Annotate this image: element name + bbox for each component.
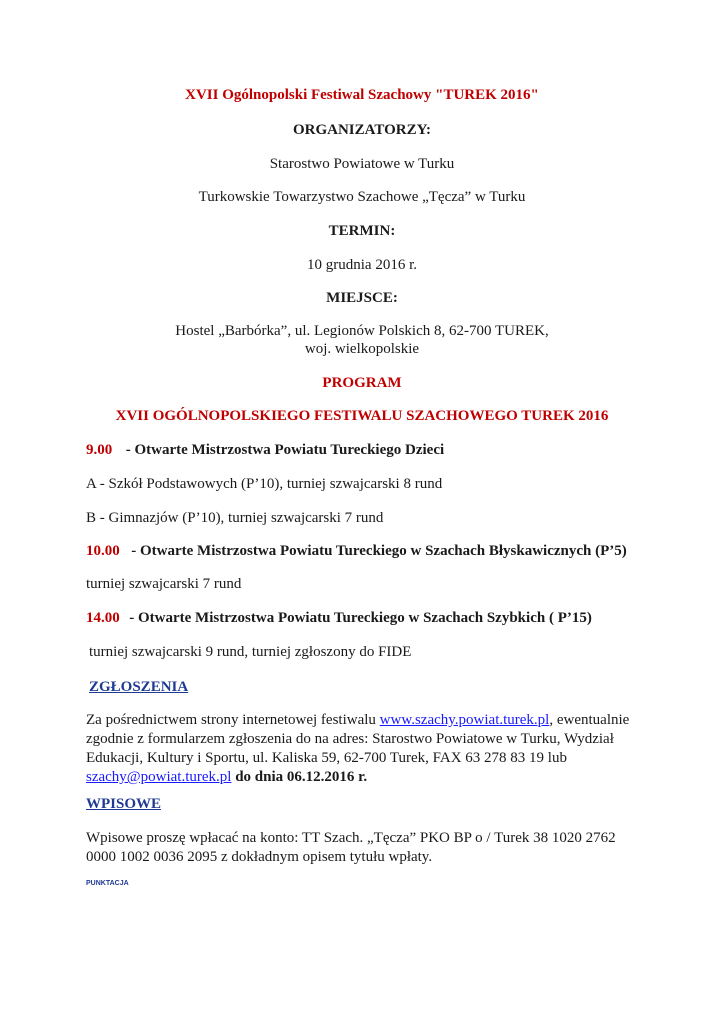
- website-link[interactable]: www.szachy.powiat.turek.pl: [379, 712, 550, 728]
- organizer-1: Starostwo Powiatowe w Turku: [269, 156, 455, 172]
- event-title: - Otwarte Mistrzostwa Powiatu Tureckiego w Szachach Błyskawicznych (P’5): [131, 543, 627, 559]
- event-detail: turniej szwajcarski 9 rund, turniej zgłoszony do FIDE: [89, 644, 412, 660]
- event-title: - Otwarte Mistrzostwa Powiatu Tureckiego w Szachach Szybkich ( P’15): [129, 610, 592, 626]
- event-detail: turniej szwajcarski 7 rund: [86, 576, 242, 592]
- program-subheading: XVII OGÓLNOPOLSKIEGO FESTIWALU SZACHOWEGO TUREK 2016: [115, 408, 609, 424]
- organizer-2: Turkowskie Towarzystwo Szachowe „Tęcza” w Turku: [198, 189, 526, 205]
- zgloszenia-heading: ZGŁOSZENIA: [89, 679, 189, 695]
- event-row: [86, 542, 627, 560]
- zgloszenia-text: [86, 711, 666, 787]
- email-link[interactable]: szachy@powiat.turek.pl: [86, 769, 232, 785]
- miejsce-heading: MIEJSCE:: [326, 290, 398, 306]
- event-time: 14.00: [86, 610, 120, 626]
- event-row: [86, 441, 444, 459]
- event-row: [86, 609, 592, 627]
- organizers-heading: ORGANIZATORZY:: [292, 122, 432, 138]
- miejsce-line-1: Hostel „Barbórka”, ul. Legionów Polskich 8, 62-700 TUREK,: [175, 323, 549, 339]
- event-time: 9.00: [86, 442, 113, 458]
- event-detail: A - Szkół Podstawowych (P’10), turniej szwajcarski 8 rund: [86, 476, 443, 492]
- event-title: - Otwarte Mistrzostwa Powiatu Tureckiego Dzieci: [125, 442, 445, 458]
- zgloszenia-deadline: do dnia 06.12.2016 r.: [231, 769, 368, 785]
- zgloszenia-text-before: Za pośrednictwem strony internetowej festiwalu: [86, 712, 380, 728]
- termin-heading: TERMIN:: [328, 223, 396, 239]
- zgloszenia-text-mid: , ewentualnie zgodnie z formularzem zgłoszenia do na adres: Starostwo Powiatowe w Turku, Wydział Edukacji, Kultury i Sportu, ul. Kaliska 59, 62-700 Turek, FAX 63 278 83 19 lub: [86, 712, 630, 766]
- miejsce-line-2: woj. wielkopolskie: [304, 341, 420, 357]
- wpisowe-heading: WPISOWE: [86, 796, 162, 812]
- termin-date: 10 grudnia 2016 r.: [307, 257, 417, 273]
- event-detail: B - Gimnazjów (P’10), turniej szwajcarski 7 rund: [86, 510, 384, 526]
- program-heading: PROGRAM: [322, 375, 402, 391]
- punktacja-heading: PUNKTACJA: [86, 880, 129, 887]
- wpisowe-text: Wpisowe proszę wpłacać na konto: TT Szach. „Tęcza” PKO BP o / Turek 38 1020 2762 0000 1002 0036 2095 z dokładnym opisem tytułu wpłaty.: [86, 830, 616, 865]
- event-time: 10.00: [86, 543, 120, 559]
- document-title: XVII Ogólnopolski Festiwal Szachowy "TUREK 2016": [185, 87, 539, 103]
